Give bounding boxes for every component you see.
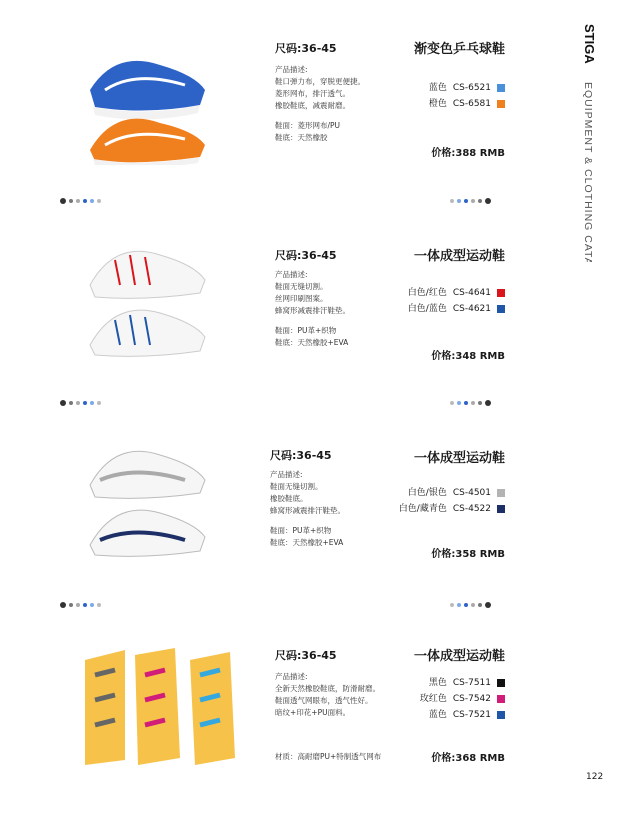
brand-vertical bbox=[565, 22, 607, 262]
size-label: 尺码:36-45 bbox=[275, 42, 337, 55]
product-1 bbox=[0, 30, 560, 210]
divider-dots-left bbox=[60, 400, 101, 406]
logo-text: STIGA bbox=[582, 24, 597, 64]
product-description: 产品描述: 鞋面无缝切割。 丝网印刷图案。 蜂窝形减震排汗鞋垫。 鞋面：PU革+织物 鞋底：天然橡胶+EVA bbox=[275, 270, 350, 347]
product-3 bbox=[0, 435, 560, 615]
size-label: 尺码:36-45 bbox=[270, 449, 332, 462]
divider-dots-left bbox=[60, 198, 101, 204]
page-number: 122 bbox=[586, 772, 604, 782]
size-label: 尺码:36-45 bbox=[275, 649, 337, 662]
price: 价格:368 RMB bbox=[431, 753, 505, 764]
product-description: 产品描述: 鞋面无缝切割。 橡胶鞋底。 蜂窝形减震排汗鞋垫。 鞋面：PU革+织物 鞋底：天然橡胶+EVA bbox=[270, 470, 345, 547]
price: 价格:348 RMB bbox=[431, 351, 505, 362]
divider-dots-right bbox=[450, 198, 491, 204]
material-label: 材质：高耐磨PU+特制透气网布 bbox=[275, 752, 382, 761]
product-title: 一体成型运动鞋 bbox=[413, 451, 505, 466]
shoe-image bbox=[75, 35, 225, 165]
product-title: 渐变色乒乓球鞋 bbox=[413, 42, 505, 57]
color-options: 白色/红色 CS-4641 白色/蓝色 CS-4621 bbox=[408, 285, 505, 317]
product-description: 产品描述: 鞋口弹力布，穿脱更便捷。 菱形网布，排汗透气。 橡胶鞋底，减震耐磨。 鞋面：菱形网布/PU 鞋底：天然橡胶 bbox=[275, 65, 365, 142]
size-label: 尺码:36-45 bbox=[275, 249, 337, 262]
price: 价格:358 RMB bbox=[431, 549, 505, 560]
product-title: 一体成型运动鞋 bbox=[413, 249, 505, 264]
shoe-image bbox=[70, 640, 245, 770]
catalogue-text: EQUIPMENT & CLOTHING CATALOGUE bbox=[582, 82, 594, 262]
divider-dots-right bbox=[450, 602, 491, 608]
product-title: 一体成型运动鞋 bbox=[413, 649, 505, 664]
divider-dots-right bbox=[450, 400, 491, 406]
product-description: 产品描述: 全新天然橡胶鞋底，防滑耐磨。 鞋面透气网眼布，透气性好。 暗纹+印花+PU面料。 bbox=[275, 672, 380, 717]
divider-dots-left bbox=[60, 602, 101, 608]
price: 价格:388 RMB bbox=[431, 148, 505, 159]
color-options: 白色/银色 CS-4501 白色/藏青色 CS-4522 bbox=[399, 485, 505, 517]
product-4 bbox=[0, 635, 560, 815]
color-options: 蓝色 CS-6521 橙色 CS-6581 bbox=[429, 80, 505, 112]
stiga-logo bbox=[565, 22, 607, 262]
shoe-image bbox=[75, 235, 225, 365]
shoe-image bbox=[75, 435, 225, 565]
product-2 bbox=[0, 235, 560, 415]
color-options: 黑色 CS-7511 玫红色 CS-7542 蓝色 CS-7521 bbox=[420, 675, 505, 723]
